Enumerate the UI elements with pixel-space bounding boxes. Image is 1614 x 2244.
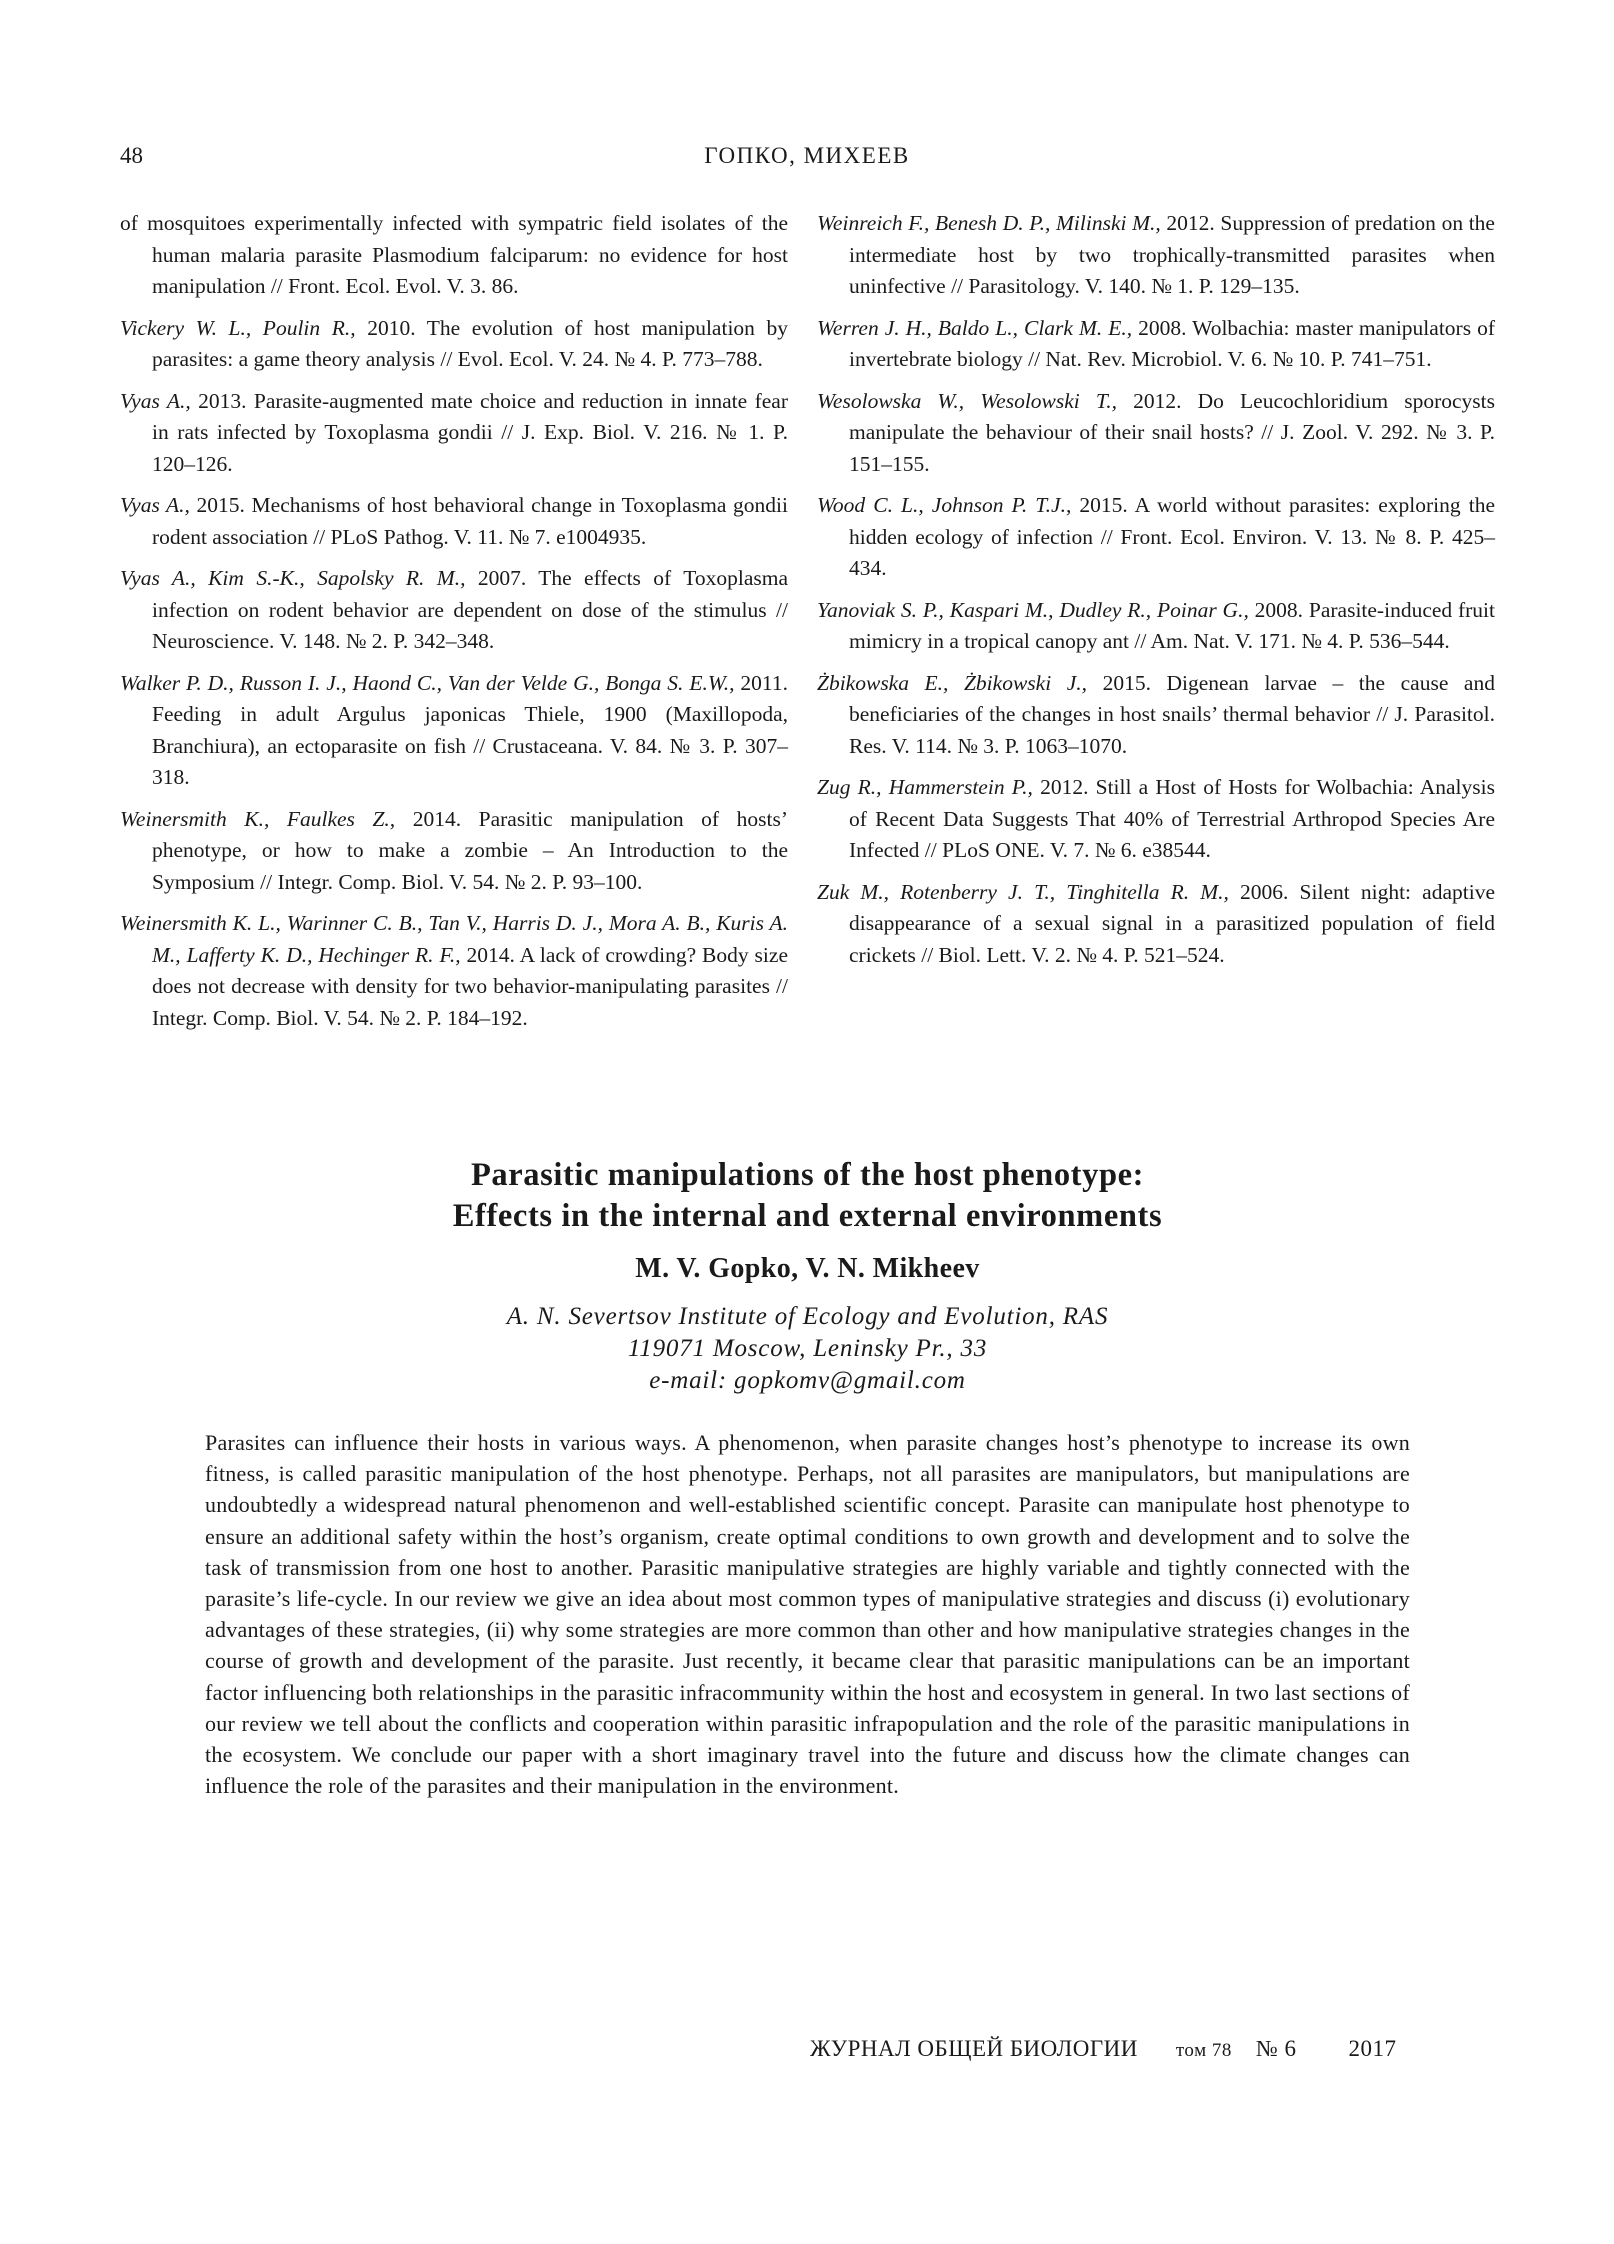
page-number: 48 [120, 143, 143, 168]
footer-volume: том 78 [1175, 2040, 1232, 2061]
abstract-title [205, 1155, 1410, 1237]
reference-item: Wesolowska W., Wesolowski T., 2012. Do Leucochloridium sporocysts manipulate the behaviour of their snail hosts? // J. Zool. V. 292. № 3. P. 151–155. [817, 388, 1495, 476]
reference-item: Weinreich F., Benesh D. P., Milinski M., 2012. Suppression of predation on the intermediate host by two trophically-transmitted parasites when uninfective // Parasitology. V. 140. № 1. P. 129–135. [817, 211, 1495, 298]
affiliation-address: 119071 Moscow, Leninsky Pr., 33 [627, 1335, 988, 1362]
reference-item: Zuk M., Rotenberry J. T., Tinghitella R. M., 2006. Silent night: adaptive disappearance of a sexual signal in a parasitized population of field crickets // Biol. Lett. V. 2. № 4. P. 521–524. [817, 879, 1495, 967]
affiliation-institute: A. N. Severtsov Institute of Ecology and Evolution, RAS [506, 1303, 1109, 1330]
abstract-authors: M. V. Gopko, V. N. Mikheev [635, 1253, 980, 1284]
affiliation [205, 1301, 1410, 1397]
english-abstract [205, 1155, 1410, 1801]
footer-issue: № 6 [1255, 2036, 1297, 2061]
reference-item: Żbikowska E., Żbikowski J., 2015. Digenean larvae – the cause and beneficiaries of the changes in host snails’ thermal behavior // J. Parasitol. Res. V. 114. № 3. P. 1063–1070. [817, 670, 1495, 758]
abstract-title-line-2: Effects in the internal and external environments [452, 1198, 1163, 1234]
reference-item: Weinersmith K., Faulkes Z., 2014. Parasitic manipulation of hosts’ phenotype, or how to make a zombie – An Introduction to the Symposium // Integr. Comp. Biol. V. 54. № 2. P. 93–100. [120, 806, 788, 894]
reference-item: Vyas A., Kim S.-K., Sapolsky R. M., 2007. The effects of Toxoplasma infection on rodent behavior are dependent on dose of the stimulus // Neuroscience. V. 148. № 2. P. 342–348. [120, 566, 788, 653]
journal-footer [810, 2036, 1397, 2062]
reference-item: Yanoviak S. P., Kaspari M., Dudley R., Poinar G., 2008. Parasite-induced fruit mimicry in a tropical canopy ant // Am. Nat. V. 171. № 4. P. 536–544. [817, 597, 1495, 653]
reference-item: Wood C. L., Johnson P. T.J., 2015. A world without parasites: exploring the hidden ecology of infection // Front. Ecol. Environ. V. 13. № 8. P. 425–434. [817, 493, 1495, 580]
abstract-title-line-1: Parasitic manipulations of the host phenotype: [470, 1157, 1145, 1193]
reference-item: Weinersmith K. L., Warinner C. B., Tan V., Harris D. J., Mora A. B., Kuris A. M., Lafferty K. D., Hechinger R. F., 2014. A lack of crowding? Body size does not decrease with density for two behavior-manipulating parasites // Integr. Comp. Biol. V. 54. № 2. P. 184–192. [120, 911, 788, 1030]
references-left-column [120, 208, 788, 1044]
reference-item: Vyas A., 2015. Mechanisms of host behavioral change in Toxoplasma gondii rodent association // PLoS Pathog. V. 11. № 7. e1004935. [120, 493, 788, 549]
reference-item: Zug R., Hammerstein P., 2012. Still a Host of Hosts for Wolbachia: Analysis of Recent Data Suggests That 40% of Terrestrial Arthropod Species Are Infected // PLoS ONE. V. 7. № 6. e38544. [817, 775, 1495, 862]
references-right-column [817, 208, 1495, 981]
footer-journal: ЖУРНАЛ ОБЩЕЙ БИОЛОГИИ [810, 2036, 1138, 2061]
reference-item: of mosquitoes experimentally infected with sympatric field isolates of the human malaria parasite Plasmodium falciparum: no evidence for host manipulation // Front. Ecol. Evol. V. 3. 86. [120, 211, 788, 298]
reference-item: Walker P. D., Russon I. J., Haond C., Van der Velde G., Bonga S. E.W., 2011. Feeding in adult Argulus japonicas Thiele, 1900 (Maxillopoda, Branchiura), an ectoparasite on fish // Crustaceana. V. 84. № 3. P. 307–318. [120, 670, 788, 789]
reference-item: Vickery W. L., Poulin R., 2010. The evolution of host manipulation by parasites: a game theory analysis // Evol. Ecol. V. 24. № 4. P. 773–788. [120, 315, 789, 371]
running-head: ГОПКО, МИХЕЕВ [704, 143, 910, 168]
footer-year: 2017 [1348, 2036, 1397, 2061]
abstract-text: Parasites can influence their hosts in various ways. A phenomenon, when parasite changes host’s phenotype to increase its own fitness, is called parasitic manipulation of the host phenotype. Perhaps, not all parasites are manipulators, but manipulations are undoubtedly a widespread natural phenomenon and well-established scientific concept. Parasite can manipulate host phenotype to ensure an additional safety within the host’s organism, create optimal conditions to own growth and development and to solve the task of transmission from one host to another. Parasitic manipulative strategies are highly variable and tightly connected with the parasite’s life-cycle. In our review we give an idea about most common types of manipulative strategies and discuss (i) evolutionary advantages of these strategies, (ii) why some strategies are more common than other and how manipulative strategies changes in the course of growth and development of the parasite. Just recently, it became clear that parasitic manipulations can be an important factor influencing both relationships in the parasitic infracommunity within the host and ecosystem in general. In two last sections of our review we tell about the conflicts and cooperation within parasitic infrapopulation and the role of the parasitic manipulations in the ecosystem. We conclude our paper with a short imaginary travel into the future and discuss how the climate changes can influence the role of the parasites and their manipulation in the environment. [205, 1430, 1410, 1799]
reference-item: Werren J. H., Baldo L., Clark M. E., 2008. Wolbachia: master manipulators of invertebrate biology // Nat. Rev. Microbiol. V. 6. № 10. P. 741–751. [817, 315, 1495, 371]
affiliation-email: e-mail: gopkomv@gmail.com [649, 1367, 966, 1394]
reference-item: Vyas A., 2013. Parasite-augmented mate choice and reduction in innate fear in rats infected by Toxoplasma gondii // J. Exp. Biol. V. 216. № 1. P. 120–126. [120, 388, 788, 476]
